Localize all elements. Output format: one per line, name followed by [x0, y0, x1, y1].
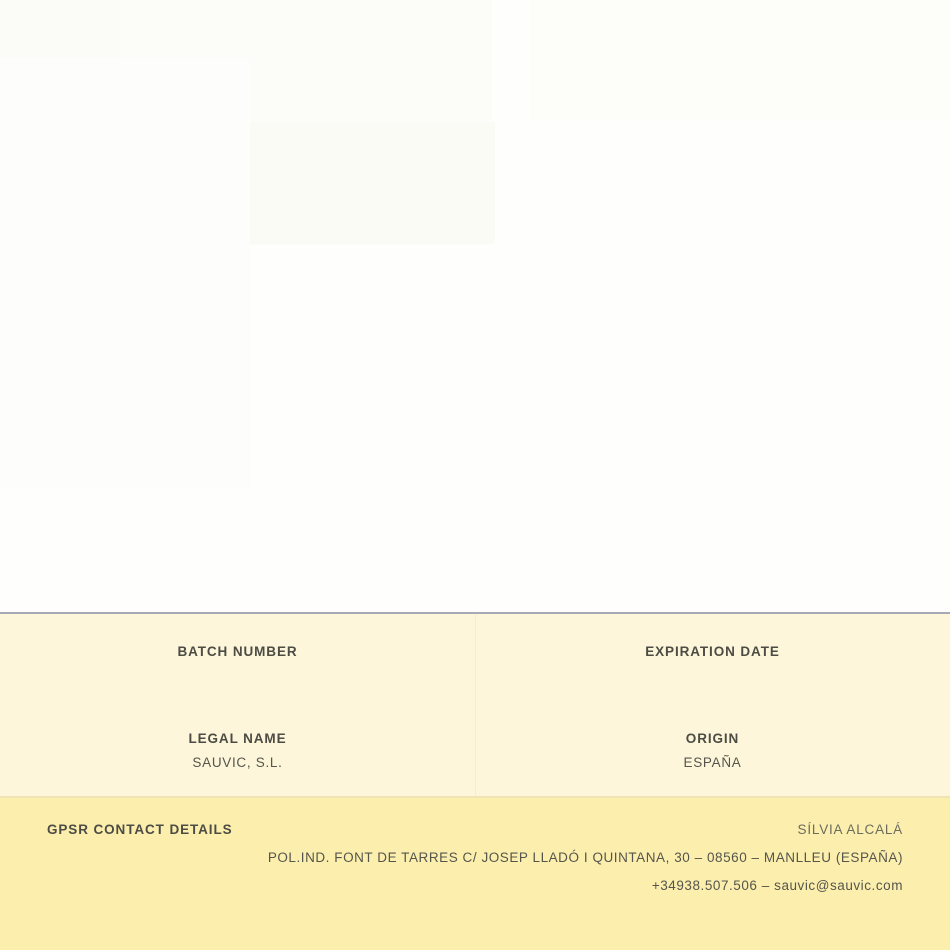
- field-label: BATCH NUMBER: [177, 644, 298, 659]
- gpsr-title: GPSR CONTACT DETAILS: [47, 822, 233, 837]
- image-placeholder-block: [530, 0, 950, 120]
- image-placeholder-block: [250, 122, 495, 244]
- field-label: ORIGIN: [685, 731, 740, 746]
- gpsr-footer: [0, 798, 950, 950]
- field-legal-name: [0, 731, 475, 770]
- gpsr-header-row: [47, 822, 903, 837]
- field-expiration-date: [475, 644, 950, 668]
- product-fields-panel: [0, 614, 950, 796]
- gpsr-address: POL.IND. FONT DE TARRES C/ JOSEP LLADÓ I QUINTANA, 30 – 08560 – MANLLEU (ESPAÑA): [267, 850, 903, 865]
- field-value: ESPAÑA: [683, 755, 742, 770]
- gpsr-contact-line: +34938.507.506 – sauvic@sauvic.com: [651, 878, 903, 893]
- field-label: EXPIRATION DATE: [645, 644, 780, 659]
- field-origin: [475, 731, 950, 770]
- gpsr-contact-person: SÍLVIA ALCALÁ: [797, 822, 903, 837]
- column-divider: [475, 614, 476, 796]
- field-batch-number: [0, 644, 475, 668]
- field-value: SAUVIC, S.L.: [192, 755, 283, 770]
- field-label: LEGAL NAME: [188, 731, 287, 746]
- image-placeholder-block: [0, 58, 250, 488]
